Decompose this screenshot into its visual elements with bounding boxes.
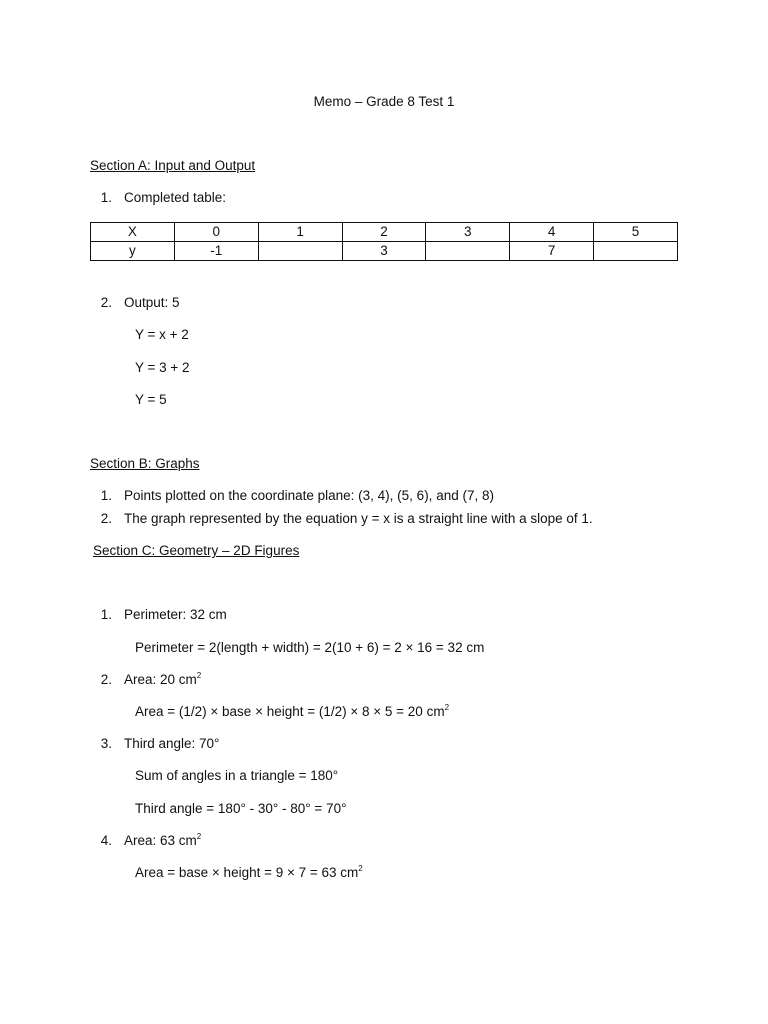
- superscript: 2: [196, 671, 202, 680]
- list-item-text: Area: 63 cm: [124, 833, 197, 848]
- working-step: Y = 3 + 2: [135, 360, 190, 375]
- working-step: Y = x + 2: [135, 327, 189, 342]
- section-b-item: [90, 488, 494, 504]
- table-cell: 4: [510, 223, 594, 242]
- table-cell: [426, 242, 510, 261]
- table-cell: [258, 242, 342, 261]
- list-item-text: Area: 20 cm: [124, 672, 197, 687]
- input-output-table: [90, 222, 678, 261]
- table-cell: 3: [342, 242, 426, 261]
- superscript: 2: [196, 832, 202, 841]
- table-header-cell: y: [91, 242, 175, 261]
- section-c-q2: [90, 672, 201, 688]
- working-step: [135, 704, 449, 720]
- table-cell: 3: [426, 223, 510, 242]
- list-item-text: The graph represented by the equation y = x is a straight line with a slope of 1.: [124, 511, 593, 526]
- list-item-text: Output: 5: [124, 295, 180, 310]
- list-number: 1.: [100, 488, 112, 503]
- section-c-q4: [90, 833, 201, 849]
- table-header-cell: X: [91, 223, 175, 242]
- list-number: 2.: [100, 672, 112, 687]
- working-step: Third angle = 180° - 30° - 80° = 70°: [135, 801, 347, 816]
- table-row-y: [91, 242, 678, 261]
- list-item-text: Completed table:: [124, 190, 227, 205]
- superscript: 2: [444, 703, 450, 712]
- table-cell: -1: [174, 242, 258, 261]
- document-title: Memo – Grade 8 Test 1: [313, 94, 455, 109]
- list-item-text: Points plotted on the coordinate plane: (3, 4), (5, 6), and (7, 8): [124, 488, 494, 503]
- section-c-q1: [90, 607, 227, 623]
- table-cell: 1: [258, 223, 342, 242]
- list-number: 1.: [100, 190, 112, 205]
- working-step: Sum of angles in a triangle = 180°: [135, 768, 339, 783]
- list-number: 2.: [100, 511, 112, 526]
- working-step: [135, 865, 363, 881]
- list-number: 4.: [100, 833, 112, 848]
- working-step: Perimeter = 2(length + width) = 2(10 + 6) = 2 × 16 = 32 cm: [135, 640, 485, 655]
- working-step: Y = 5: [135, 392, 167, 407]
- section-a-q2: [90, 295, 180, 311]
- section-c-q3: [90, 736, 219, 752]
- section-b-heading: Section B: Graphs: [90, 456, 200, 471]
- section-a-q1: [90, 190, 226, 206]
- table-cell: 0: [174, 223, 258, 242]
- list-item-text: Third angle: 70°: [124, 736, 220, 751]
- table-cell: [594, 242, 678, 261]
- table-cell: 5: [594, 223, 678, 242]
- section-a-heading: Section A: Input and Output: [90, 158, 256, 173]
- table-cell: 7: [510, 242, 594, 261]
- list-number: 1.: [100, 607, 112, 622]
- section-b-item: [90, 511, 593, 527]
- section-c-heading: Section C: Geometry – 2D Figures: [93, 543, 300, 558]
- table-cell: 2: [342, 223, 426, 242]
- working-step-text: Area = base × height = 9 × 7 = 63 cm: [135, 865, 359, 880]
- list-number: 2.: [100, 295, 112, 310]
- list-number: 3.: [100, 736, 112, 751]
- list-item-text: Perimeter: 32 cm: [124, 607, 227, 622]
- table-row-x: [91, 223, 678, 242]
- working-step-text: Area = (1/2) × base × height = (1/2) × 8 × 5 = 20 cm: [135, 704, 445, 719]
- superscript: 2: [358, 864, 363, 873]
